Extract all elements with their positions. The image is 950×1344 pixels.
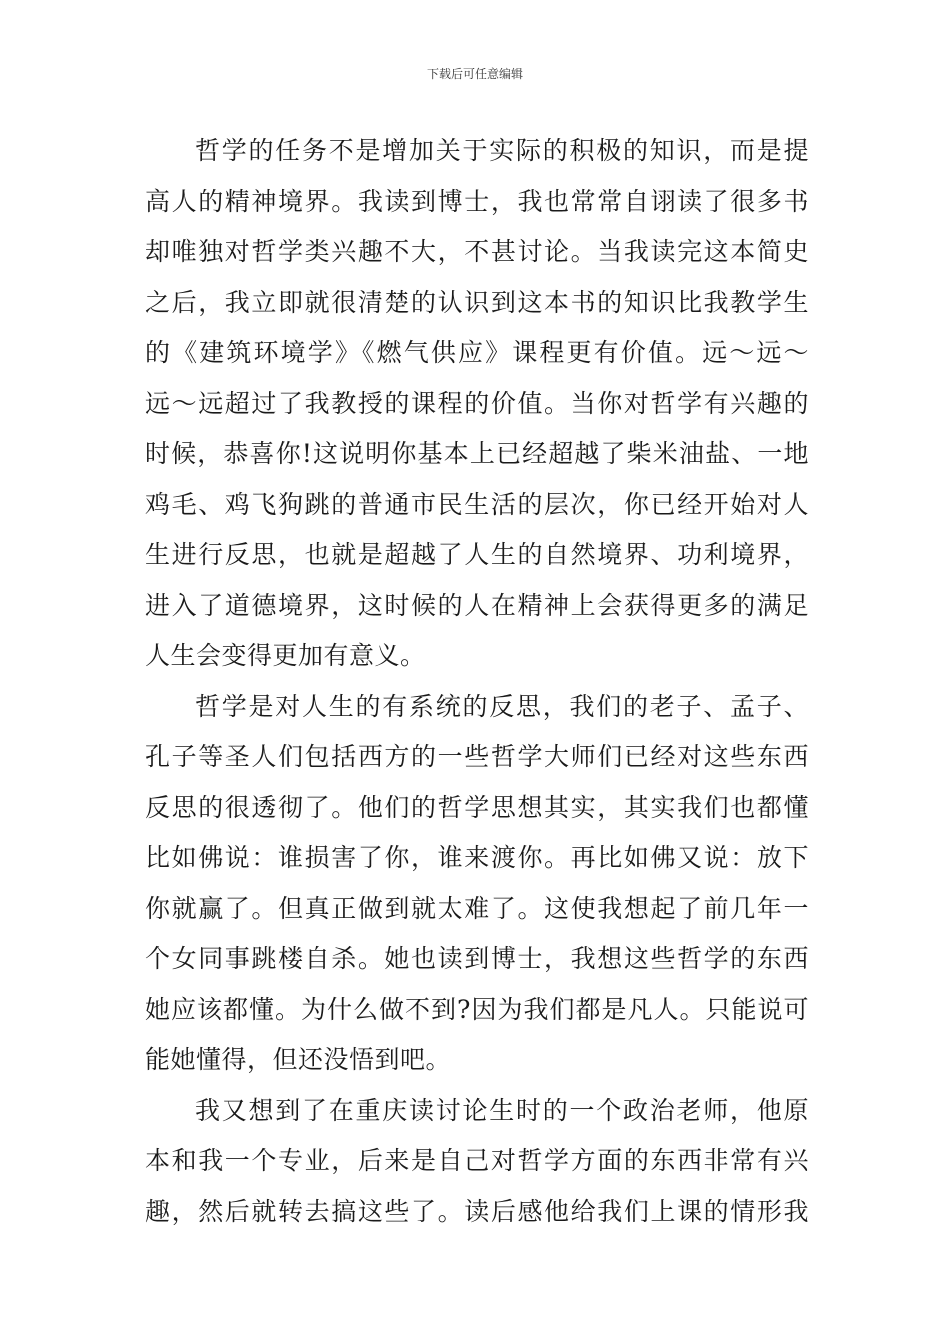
- text-line: 她应该都懂。为什么做不到?因为我们都是凡人。只能说可: [145, 994, 809, 1024]
- text-line: 我又想到了在重庆读讨论生时的一个政治老师，他原: [195, 1095, 809, 1125]
- text-line: 的《建筑环境学》《燃气供应》课程更有价值。远～远～: [145, 338, 809, 367]
- text-line: 高人的精神境界。我读到博士，我也常常自诩读了很多书: [145, 186, 809, 216]
- text-line: 本和我一个专业，后来是自己对哲学方面的东西非常有兴: [145, 1146, 809, 1175]
- text-line: 进入了道德境界，这时候的人在精神上会获得更多的满足: [145, 590, 809, 620]
- text-line: 哲学的任务不是增加关于实际的积极的知识，而是提: [195, 136, 809, 165]
- text-line: 孔子等圣人们包括西方的一些哲学大师们已经对这些东西: [145, 742, 809, 771]
- text-line: 哲学是对人生的有系统的反思，我们的老子、孟子、: [195, 691, 809, 721]
- paragraph: [145, 1086, 809, 1238]
- text-line: 你就赢了。但真正做到就太难了。这使我想起了前几年一: [145, 893, 809, 923]
- text-line: 却唯独对哲学类兴趣不大，不甚讨论。当我读完这本简史: [145, 237, 809, 266]
- text-line: 时候，恭喜你!这说明你基本上已经超越了柴米油盐、一地: [145, 439, 809, 468]
- text-line: 反思的很透彻了。他们的哲学思想其实，其实我们也都懂: [145, 792, 809, 822]
- paragraph: [145, 126, 809, 682]
- page-header: 下载后可任意编辑: [426, 67, 523, 81]
- text-line: 生进行反思，也就是超越了人生的自然境界、功利境界，: [145, 540, 809, 569]
- text-line: 个女同事跳楼自杀。她也读到博士，我想这些哲学的东西: [145, 944, 809, 973]
- document-body: [145, 126, 809, 1237]
- text-line: 鸡毛、鸡飞狗跳的普通市民生活的层次，你已经开始对人: [145, 489, 809, 519]
- paragraph: [145, 682, 809, 1086]
- text-line: 能她懂得，但还没悟到吧。: [145, 1045, 452, 1074]
- text-line: 之后，我立即就很清楚的认识到这本书的知识比我教学生: [145, 287, 809, 317]
- text-line: 趣，然后就转去搞这些了。读后感他给我们上课的情形我: [145, 1196, 809, 1226]
- text-line: 远～远超过了我教授的课程的价值。当你对哲学有兴趣的: [145, 388, 809, 418]
- text-line: 人生会变得更加有意义。: [145, 641, 426, 670]
- text-line: 比如佛说：谁损害了你，谁来渡你。再比如佛又说：放下: [145, 843, 809, 872]
